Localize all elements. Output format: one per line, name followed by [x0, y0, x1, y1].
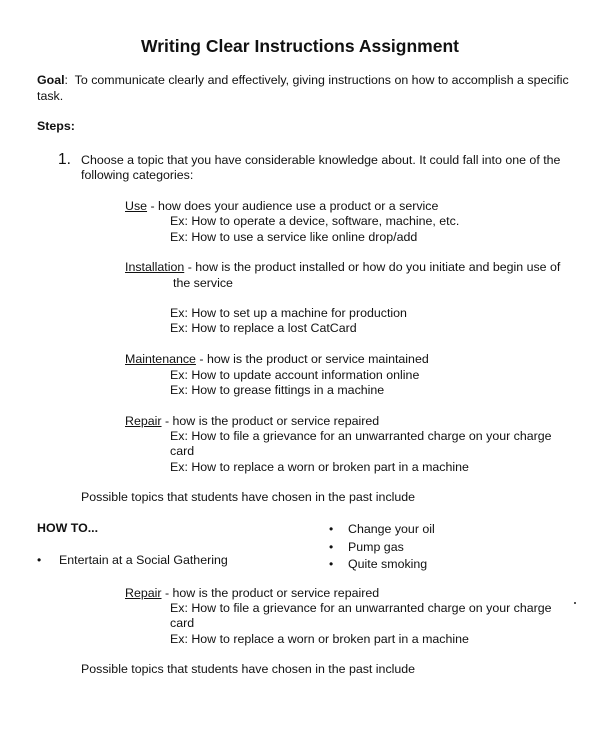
example: Ex: How to use a service like online drop/add — [170, 230, 418, 244]
bullet-icon: • — [329, 522, 334, 536]
category-maintenance — [125, 352, 429, 367]
category-name: Maintenance — [125, 352, 196, 366]
howto-label: HOW TO... — [37, 521, 99, 535]
example: Ex: How to file a grievance for an unwarranted charge on your charge — [170, 429, 552, 443]
list-item: Change your oil — [348, 522, 435, 536]
category-repair — [125, 586, 379, 601]
example: Ex: How to operate a device, software, machine, etc. — [170, 214, 460, 228]
goal-text-1: To communicate clearly and effectively, giving instructions on how to accomplish a specific — [74, 73, 569, 87]
goal-line-1 — [37, 73, 569, 88]
example-cont: card — [170, 444, 195, 458]
category-desc: - how is the product or service repaired — [161, 586, 380, 600]
category-desc: - how does your audience use a product or a service — [147, 199, 439, 213]
page-title: Writing Clear Instructions Assignment — [141, 36, 459, 56]
example: Ex: How to replace a worn or broken part in a machine — [170, 460, 469, 474]
possible-topics: Possible topics that students have chosen in the past include — [81, 662, 416, 676]
goal-text-2: task. — [37, 89, 64, 103]
bullet-icon: • — [329, 540, 334, 554]
example: Ex: How to set up a machine for production — [170, 306, 407, 320]
list-item: Quite smoking — [348, 557, 428, 571]
possible-topics: Possible topics that students have chosen in the past include — [81, 490, 416, 504]
category-name: Repair — [125, 586, 162, 600]
category-desc: - how is the product installed or how do you initiate and begin use of — [184, 260, 561, 274]
list-item: Pump gas — [348, 540, 404, 554]
step-number: 1. — [58, 151, 71, 168]
example: Ex: How to file a grievance for an unwarranted charge on your charge — [170, 601, 552, 615]
list-item: Entertain at a Social Gathering — [59, 553, 228, 567]
example: Ex: How to grease fittings in a machine — [170, 383, 385, 397]
category-desc-cont: the service — [173, 276, 233, 290]
step-text-1: Choose a topic that you have considerable knowledge about. It could fall into one of the — [81, 153, 561, 167]
category-desc: - how is the product or service maintained — [195, 352, 429, 366]
category-name: Installation — [125, 260, 185, 274]
example: Ex: How to replace a worn or broken part in a machine — [170, 632, 469, 646]
step-text-2: following categories: — [81, 168, 194, 182]
example: Ex: How to replace a lost CatCard — [170, 321, 357, 335]
bullet-icon: • — [37, 553, 42, 567]
category-repair — [125, 414, 379, 429]
stray-dot — [574, 602, 576, 604]
category-name: Use — [125, 199, 148, 213]
category-installation — [125, 260, 560, 275]
category-name: Repair — [125, 414, 162, 428]
bullet-icon: • — [329, 557, 334, 571]
steps-label: Steps: — [37, 119, 75, 133]
category-desc: - how is the product or service repaired — [161, 414, 380, 428]
goal-label: Goal — [37, 73, 65, 87]
example-cont: card — [170, 616, 195, 630]
category-use — [125, 199, 438, 214]
goal-colon: : — [64, 73, 68, 87]
example: Ex: How to update account information online — [170, 368, 420, 382]
